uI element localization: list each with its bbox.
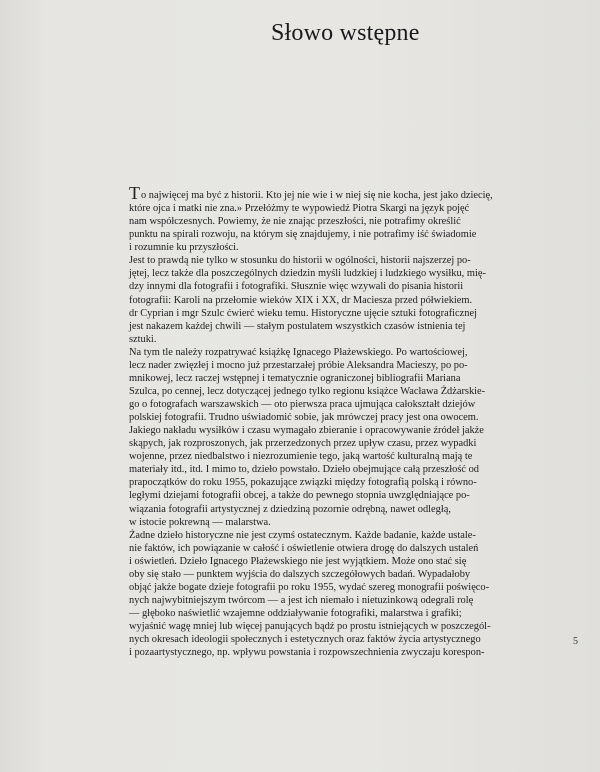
text-line: dzy innymi dla fotografii i fotografiki. Słusznie więc wzywali do pisania historii bbox=[129, 281, 464, 293]
text-line: fotografii: Karoli na przełomie wieków XIX i XX, dr Maciesza przed półwiekiem. bbox=[129, 294, 473, 306]
text-line: — głęboko naświetlić wzajemne oddziaływanie fotografiki, malarstwa i grafiki; bbox=[129, 608, 462, 619]
page-title: Słowo wstępne bbox=[271, 20, 420, 46]
text-line: To najwięcej ma być z historii. Kto jej nie wie i w niej się nie kocha, jest jako dziecię, bbox=[129, 183, 493, 203]
text-line: Żadne dzieło historyczne nie jest czymś ostatecznym. Każde badanie, każde ustale- bbox=[129, 529, 476, 541]
text-line: Na tym tle należy rozpatrywać książkę Ignacego Płażewskiego. Po wartościowej, bbox=[129, 346, 468, 358]
text-line: nych najwybitniejszym twórcom — a jest ich niemało i nietuzinkową odegrali rolę bbox=[129, 594, 474, 606]
text-line: nam współczesnych. Powiemy, że nie znając przeszłości, nie potrafimy określić bbox=[129, 216, 461, 228]
text-line: ległymi dziejami fotografii obcej, a także do pewnego stopnia uwzględniające po- bbox=[129, 490, 470, 502]
text-line: nych okresach ideologii społecznych i estetycznych oraz faktów życia artystycznego bbox=[129, 634, 481, 646]
text-line: wyjaśnić wagę mniej lub więcej panujących bądź po prostu istniejących w poszczegól- bbox=[129, 621, 491, 633]
text-line: punktu na spirali rozwoju, na którym się znajdujemy, i nie potrafimy iść świadomie bbox=[129, 229, 477, 241]
text-line: Jakiego nakładu wysiłków i czasu wymagało zbieranie i opracowywanie źródeł jakże bbox=[129, 425, 484, 437]
text-line: skąpych, jak rozproszonych, jak przerzedzonych przez upływ czasu, przez wypadki bbox=[129, 438, 477, 450]
show-through-text-top-left bbox=[18, 2, 218, 42]
text-line: lecz nader zwięzłej i mocno już przestarzałej próbie Aleksandra Macieszy, po po- bbox=[129, 359, 468, 371]
text-line: polskiej fotografii. Trudno uświadomić sobie, jak mrówczej pracy jest ona owocem. bbox=[129, 412, 479, 424]
page-number: 5 bbox=[573, 636, 578, 647]
text-line: w istocie pokrewną — malarstwa. bbox=[129, 516, 271, 528]
text-line: wojenne, przez niedbalstwo i niezrozumienie tego, jaką wartość kulturalną mają te bbox=[129, 451, 473, 463]
text-line: i oświetleń. Dzieło Ignacego Płażewskiego nie jest wyjątkiem. Może ono stać się bbox=[129, 555, 467, 567]
text-line: i pozaartystycznego, np. wpływu powstania i rozpowszechnienia zwyczaju korespon- bbox=[129, 647, 485, 659]
text-line: i rozumnie ku przyszłości. bbox=[129, 242, 239, 254]
text-line: go o fotografach warszawskich — oto pierwsza praca ujmująca całokształt dziejów bbox=[129, 399, 476, 410]
text-line: nie faktów, ich powiązanie w całość i oświetlenie otwiera drogę do dalszych ustaleń bbox=[129, 542, 479, 554]
text-line: jętej, lecz także dla poszczególnych dziedzin myśli ludzkiej i ludzkiego wysiłku, mię- bbox=[129, 268, 486, 280]
text-line: objąć jakże bogate dzieje fotografii po roku 1955, wydać szereg monografii poświęco- bbox=[129, 581, 490, 593]
text-line: dr Cyprian i mgr Szulc ćwierć wieku temu. Historyczne ujęcie sztuki fotograficznej bbox=[129, 307, 477, 319]
text-line: prapoczątków do roku 1955, pokazujące związki między fotografią polską i równo- bbox=[129, 477, 477, 489]
text-line: jest nakazem każdej chwili — stałym postulatem wszystkich czasów istnienia tej bbox=[129, 320, 466, 332]
text-line: sztuki. bbox=[129, 333, 157, 345]
drop-letter: T bbox=[129, 183, 140, 203]
body-text bbox=[129, 183, 493, 659]
text-line: mnikowej, lecz raczej wstępnej i tematycznie ograniczonej bibliografii Mariana bbox=[129, 372, 461, 384]
text-line: Jest to prawdą nie tylko w stosunku do historii w ogólności, historii najszerzej po- bbox=[129, 255, 471, 267]
text-line: oby się stało — punktem wyjścia do dalszych szczegółowych badań. Wypadałoby bbox=[129, 568, 471, 580]
text-line: materiały itd., itd. I mimo to, dzieło powstało. Dzieło obejmujące całą przeszłość od bbox=[129, 464, 479, 476]
text-line: wiązania fotografii artystycznej z dziedziną pozornie odrębną, nawet odległą, bbox=[129, 503, 451, 515]
text-line: które ojca i matki nie zna.» Przełóżmy te wypowiedź Piotra Skargi na język pojęć bbox=[129, 203, 470, 215]
text-line: Szulca, po cennej, lecz dotyczącej jednego tylko regionu książce Wacława Żdżarskie- bbox=[129, 385, 486, 397]
